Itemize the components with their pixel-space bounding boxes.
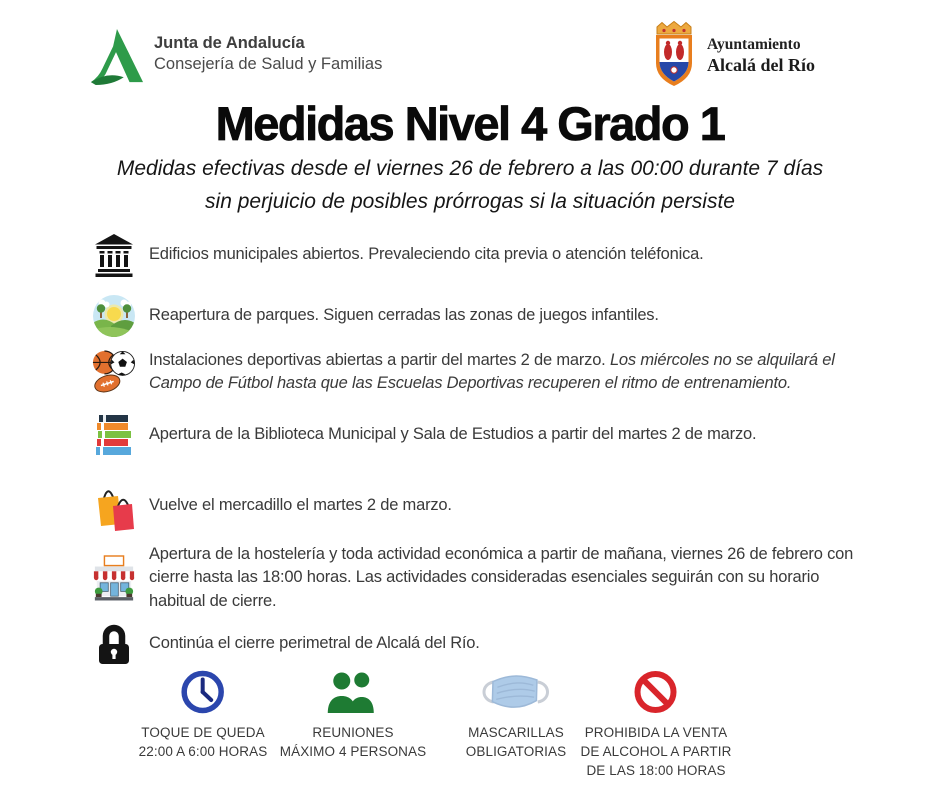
- measure-text: Vuelve el mercadillo el martes 2 de marzo.: [149, 496, 452, 515]
- books-icon: [92, 414, 136, 456]
- page-title: Medidas Nivel 4 Grado 1: [215, 97, 725, 150]
- ayuntamiento-city: Alcalá del Río: [707, 54, 815, 75]
- alcala-del-rio-coat-of-arms-icon: [649, 18, 699, 90]
- ayuntamiento-text-block: [707, 36, 815, 76]
- sports-balls-icon: [92, 349, 136, 395]
- rule-curfew: [139, 668, 268, 761]
- rule-label-line2: DE ALCOHOL A PARTIR: [580, 744, 732, 760]
- rule-label-line2: OBLIGATORIAS: [465, 744, 567, 760]
- junta-org-name: Junta de Andalucía: [154, 34, 305, 52]
- measure-text: Apertura de la Biblioteca Municipal y Sala de Estudios a partir del martes 2 de marzo.: [149, 425, 757, 444]
- rule-label-line2: 22:00 A 6:00 HORAS: [138, 744, 268, 760]
- no-alcohol-icon: [634, 668, 678, 716]
- subtitle-line-1: Medidas efectivas desde el viernes 26 de febrero a las 00:00 durante 7 días: [116, 157, 824, 180]
- face-mask-icon: [480, 668, 552, 716]
- junta-dept-name: Consejería de Salud y Familias: [154, 55, 383, 74]
- measure-perimeter-closure: [92, 621, 480, 667]
- measure-text: Reapertura de parques. Siguen cerradas las zonas de juegos infantiles.: [149, 306, 659, 325]
- rule-label-line1: PROHIBIDA LA VENTA: [584, 725, 728, 740]
- measure-text: [149, 349, 864, 396]
- ayuntamiento-label: Ayuntamiento: [707, 36, 801, 53]
- shopping-bags-icon: [92, 481, 136, 531]
- storefront-icon: [92, 554, 136, 602]
- measure-text: Edificios municipales abiertos. Prevaleciendo cita previa o atención teléfonica.: [149, 245, 704, 264]
- rule-label-line2: MÁXIMO 4 PERSONAS: [279, 744, 427, 760]
- rule-label-line1: MASCARILLAS: [468, 725, 564, 740]
- page-subtitle: [0, 153, 940, 219]
- rule-no-alcohol: [581, 668, 732, 780]
- measure-parks: [92, 295, 659, 337]
- measure-municipal-buildings: [92, 233, 703, 277]
- measure-sports: [92, 349, 864, 396]
- measure-text-italic: Los miércoles no se alquilará el Campo de Fútbol hasta que las Escuelas Deportivas recuperen el ritmo de entrenamiento.: [149, 351, 835, 393]
- measure-text-normal: Instalaciones deportivas abiertas a partir del martes 2 de marzo.: [149, 351, 610, 369]
- rule-label-line1: TOQUE DE QUEDA: [141, 725, 265, 740]
- junta-text-block: [154, 33, 382, 75]
- measure-library: [92, 414, 756, 456]
- rule-label-line1: REUNIONES: [312, 725, 394, 740]
- measure-hospitality: [92, 543, 864, 613]
- rule-label-line3: DE LAS 18:00 HORAS: [586, 763, 726, 779]
- padlock-icon: [92, 621, 136, 667]
- municipal-building-icon: [92, 233, 136, 277]
- measure-text: Apertura de la hostelería y toda actividad económica a partir de mañana, viernes 26 de febrero con cierre hasta las 18:00 horas. Las actividades consideradas esenciales seguirán con su horario habitual de cierre.: [149, 545, 854, 610]
- people-icon: [326, 668, 380, 716]
- measure-market: [92, 481, 452, 531]
- subtitle-line-2: sin perjuicio de posibles prórrogas si la situación persiste: [205, 189, 735, 213]
- rule-masks: [466, 668, 566, 761]
- clock-icon: [181, 668, 225, 716]
- junta-andalucia-logo-icon: [88, 26, 144, 86]
- park-icon: [92, 295, 136, 337]
- measure-text: Continúa el cierre perimetral de Alcalá del Río.: [149, 634, 480, 653]
- rule-meetings: [280, 668, 426, 761]
